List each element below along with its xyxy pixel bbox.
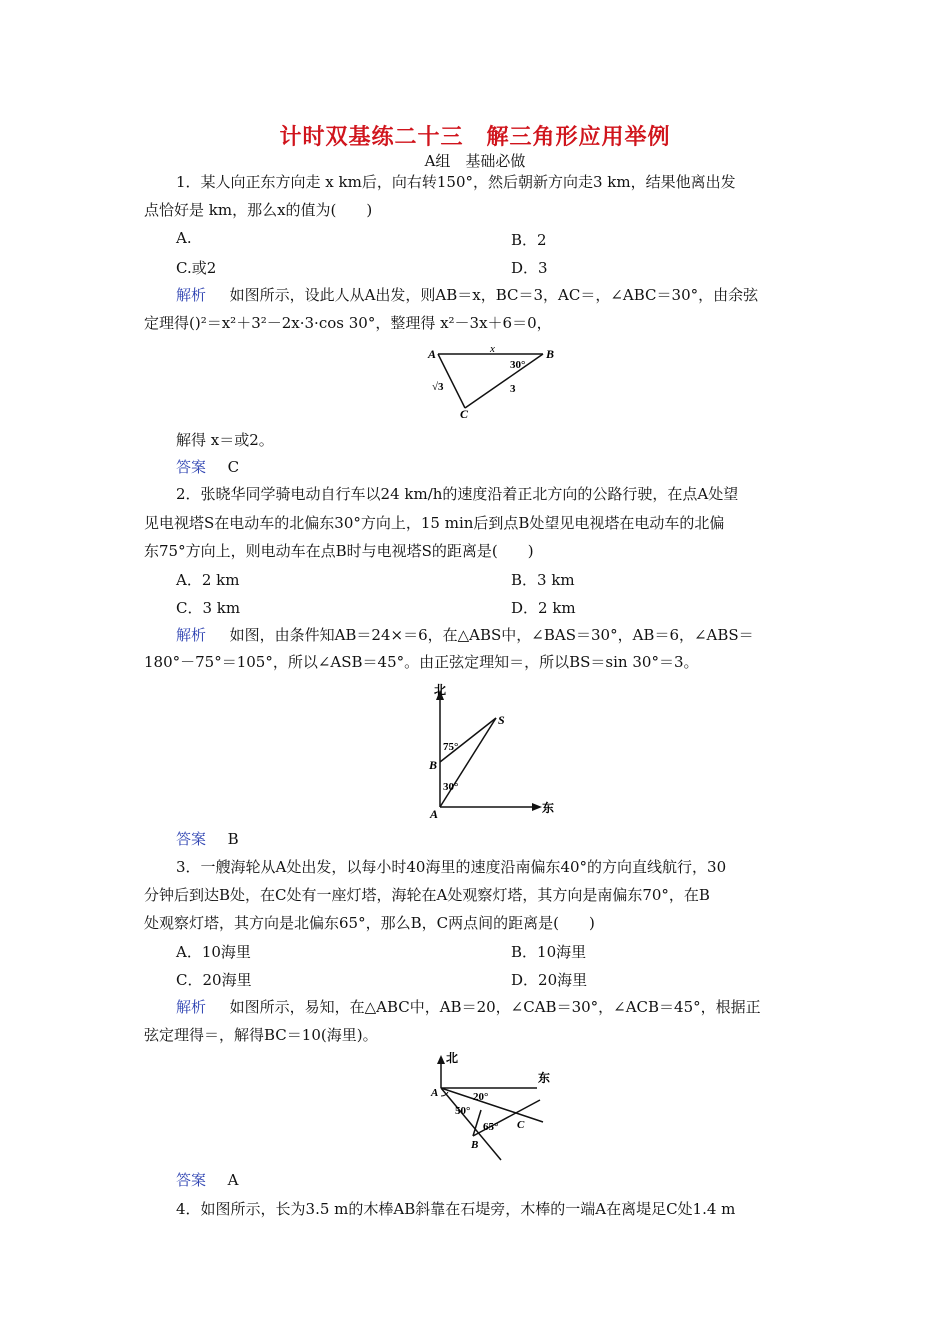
q1-answer-value: C [227, 458, 240, 476]
q3-fig-angle-20: 20° [473, 1091, 489, 1103]
q2-bearing-figure [420, 682, 570, 826]
q2-answer [176, 829, 239, 849]
q1-analysis-line-2: 定理得()²＝x²＋3²－2x·3·cos 30°，整理得 x²－3x＋6＝0， [144, 314, 552, 332]
q1-fig-label-a: A [428, 347, 437, 361]
q1-fig-label-3: 3 [510, 383, 516, 395]
q3-fig-angle-50: 50° [455, 1105, 471, 1117]
q2-analysis-text: 如图，由条件知AB＝24×＝6，在△ABS中，∠BAS＝30°，AB＝6，∠ABS＝ [229, 626, 754, 644]
q3-fig-label-a: A [431, 1087, 439, 1099]
q1-stem-line-2: 点恰好是 km，那么x的值为( ) [144, 201, 373, 219]
q3-option-d: D．20海里 [511, 971, 588, 989]
q3-fig-label-b: B [471, 1139, 479, 1151]
q3-option-b: B．10海里 [511, 943, 587, 961]
page-title: 计时双基练二十三 解三角形应用举例 [279, 124, 671, 150]
section-subtitle: A组 基础必做 [424, 152, 526, 170]
q3-fig-label-c: C [517, 1119, 525, 1131]
q3-answer-value: A [227, 1171, 239, 1189]
q1-answer [176, 457, 239, 477]
q2-stem-line-3: 东75°方向上，则电动车在点B时与电视塔S的距离是( ) [144, 542, 534, 560]
q1-option-c: C.或2 [176, 259, 217, 277]
q2-answer-value: B [227, 830, 239, 848]
q3-stem-line-3: 处观察灯塔，其方向是北偏东65°，那么B，C两点间的距离是( ) [144, 914, 595, 932]
q2-fig-north: 北 [434, 683, 447, 697]
q3-fig-angle-65: 65° [483, 1121, 499, 1133]
q2-analysis-line-2: 180°－75°＝105°，所以∠ASB＝45°。由正弦定理知＝，所以BS＝sin 30°＝3。 [144, 653, 699, 671]
q1-fig-label-c: C [460, 407, 469, 420]
q2-fig-east: 东 [542, 801, 555, 815]
q3-analysis-line-1 [176, 997, 761, 1017]
q2-analysis-label: 解析 [176, 626, 207, 644]
q3-bearing-figure [425, 1052, 565, 1168]
q3-answer-label: 答案 [176, 1171, 207, 1189]
q1-fig-label-b: B [546, 347, 555, 361]
q3-stem-line-2: 分钟后到达B处，在C处有一座灯塔，海轮在A处观察灯塔，其方向是南偏东70°，在B [144, 886, 710, 904]
q2-stem-line-2: 见电视塔S在电动车的北偏东30°方向上，15 min后到点B处望见电视塔在电动车的北偏 [144, 514, 725, 532]
q1-analysis-label: 解析 [176, 286, 207, 304]
q1-analysis-text: 如图所示，设此人从A出发，则AB＝x，BC＝3，AC＝，∠ABC＝30°，由余弦 [229, 286, 759, 304]
q2-option-b: B．3 km [511, 571, 575, 589]
q2-fig-label-a: A [430, 807, 439, 821]
q1-fig-label-x: x [490, 343, 495, 355]
q2-answer-label: 答案 [176, 830, 207, 848]
q3-stem-line-1: 3．一艘海轮从A处出发，以每小时40海里的速度沿南偏东40°的方向直线航行，30 [176, 858, 727, 876]
q1-analysis-line-1 [176, 285, 758, 305]
q2-option-c: C．3 km [176, 599, 241, 617]
q1-option-b: B．2 [511, 231, 547, 249]
q3-analysis-text: 如图所示，易知，在△ABC中，AB＝20，∠CAB＝30°，∠ACB＝45°，根据正 [229, 998, 761, 1016]
q1-fig-label-sqrt3: √3 [432, 381, 444, 393]
q1-fig-angle-30: 30° [510, 359, 526, 371]
q1-triangle-figure [420, 342, 570, 424]
q1-option-a: A. [176, 229, 192, 247]
q3-fig-east: 东 [538, 1071, 551, 1085]
q1-solution-end: 解得 x＝或2。 [176, 431, 274, 449]
q2-stem-line-1: 2．张晓华同学骑电动自行车以24 km/h的速度沿着正北方向的公路行驶，在点A处望 [176, 485, 739, 503]
q1-stem-line-1: 1．某人向正东方向走 x km后，向右转150°，然后朝新方向走3 km，结果他离出发 [176, 173, 736, 191]
q2-option-d: D．2 km [511, 599, 576, 617]
q4-stem-line-1: 4．如图所示，长为3.5 m的木棒AB斜靠在石堤旁，木棒的一端A在离堤足C处1.4 m [176, 1200, 736, 1218]
q2-option-a: A．2 km [176, 571, 240, 589]
q2-fig-label-s: S [498, 713, 505, 727]
q3-answer [176, 1170, 238, 1190]
q3-fig-north: 北 [446, 1052, 459, 1065]
q2-fig-label-b: B [429, 758, 438, 772]
q3-analysis-label: 解析 [176, 998, 207, 1016]
q2-analysis-line-1 [176, 625, 754, 645]
q3-option-c: C．20海里 [176, 971, 252, 989]
q2-fig-angle-75: 75° [443, 741, 459, 753]
q1-option-d: D．3 [511, 259, 548, 277]
q1-answer-label: 答案 [176, 458, 207, 476]
q3-analysis-line-2: 弦定理得＝，解得BC＝10(海里)。 [144, 1026, 378, 1044]
q3-option-a: A．10海里 [176, 943, 251, 961]
q2-fig-angle-30: 30° [443, 781, 459, 793]
